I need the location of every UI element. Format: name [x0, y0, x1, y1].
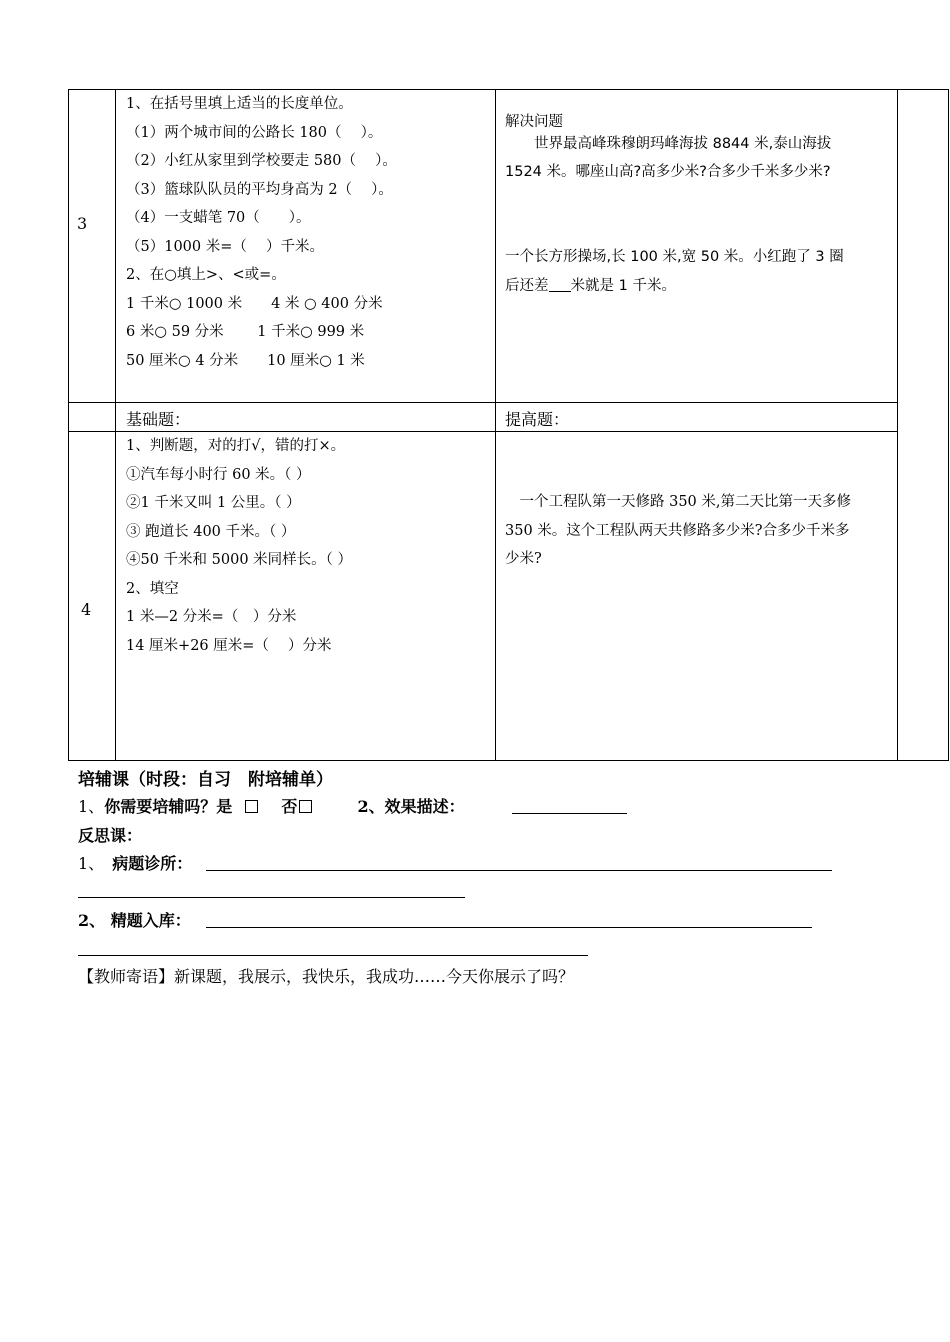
row4-line-6: 2、填空: [126, 580, 179, 597]
tutoring-need-line: [78, 794, 465, 817]
row3-line-6: （5）1000 米=（ ）千米。: [126, 238, 324, 255]
need-question-number: 1、: [78, 797, 105, 816]
row3-line-2: （1）两个城市间的公路长 180（ ）。: [126, 124, 383, 141]
row4-line-4: ③ 跑道长 400 千米。（ ）: [126, 523, 296, 540]
table-col-divider-3: [897, 89, 898, 761]
no-label: 否: [281, 797, 298, 816]
collection-label: 2、 精题入库：: [78, 911, 191, 930]
basic-questions-header: 基础题：: [126, 410, 191, 429]
no-checkbox[interactable]: [299, 800, 312, 813]
row3-line-3: （2）小红从家里到学校要走 580（ ）。: [126, 153, 397, 169]
row3-line-4: （3）篮球队队员的平均身高为 2（ ）。: [126, 181, 393, 198]
row-number-4: 4: [81, 600, 92, 619]
row3-problem2-text-b: 米就是 1 千米。: [570, 278, 676, 294]
effect-label: 2、效果描述：: [357, 797, 465, 816]
table-divider-row3-bottom: [68, 402, 898, 403]
row3-line-9: 6 米○ 59 分米 1 千米○ 999 米: [126, 324, 365, 340]
table-border-left: [68, 89, 69, 761]
row3-line-5: （4）一支蜡笔 70（ ）。: [126, 210, 311, 226]
collection-answer-line-2[interactable]: [78, 955, 588, 956]
table-border-bottom: [68, 760, 949, 761]
teacher-note: 【教师寄语】新课题，我展示，我快乐，我成功……今天你展示了吗？: [78, 967, 575, 986]
answer-blank[interactable]: [549, 277, 571, 292]
row4-line-8: 14 厘米+26 厘米=（ ）分米: [126, 637, 332, 654]
row3-problem2-line1: 一个长方形操场,长 100 米,宽 50 米。小红跑了 3 圈: [505, 249, 844, 265]
row3-line-1: 1、在括号里填上适当的长度单位。: [126, 96, 353, 112]
diagnosis-answer-line-1[interactable]: [206, 870, 832, 871]
reflection-title: 反思课：: [78, 826, 143, 845]
row4-line-3: ②1 千米又叫 1 公里。（ ）: [126, 495, 301, 511]
row3-line-10: 50 厘米○ 4 分米 10 厘米○ 1 米: [126, 352, 365, 369]
row3-problem1-line1: 世界最高峰珠穆朗玛峰海拔 8844 米,泰山海拔: [505, 136, 832, 152]
row4-right-line-1: 一个工程队第一天修路 350 米,第二天比第一天多修: [505, 494, 852, 510]
row3-problem2-line2: [505, 272, 676, 301]
row4-line-7: 1 米—2 分米=（ ）分米: [126, 609, 297, 625]
row-number-3: 3: [77, 214, 88, 233]
row4-line-2: ①汽车每小时行 60 米。（ ）: [126, 466, 311, 483]
row3-right-title: 解决问题: [505, 114, 563, 130]
diagnosis-line: [78, 851, 192, 874]
row3-problem1-line2: 1524 米。哪座山高?高多少米?合多少千米多少米?: [505, 164, 831, 180]
diagnosis-number: 1、: [78, 854, 105, 873]
diagnosis-answer-line-2[interactable]: [78, 897, 465, 898]
row4-line-5: ④50 千米和 5000 米同样长。（ ）: [126, 552, 353, 568]
effect-answer-line[interactable]: [512, 813, 627, 814]
row4-right-line-3: 少米?: [505, 551, 542, 567]
tutoring-title: 培辅课（时段：自习 附培辅单）: [78, 770, 333, 790]
collection-answer-line-1[interactable]: [206, 927, 812, 928]
row4-line-1: 1、判断题，对的打√，错的打×。: [126, 438, 346, 454]
row4-right-line-2: 350 米。这个工程队两天共修路多少米?合多少千米多: [505, 522, 850, 539]
need-question: 你需要培辅吗？是: [104, 797, 233, 816]
advanced-questions-header: 提高题：: [505, 410, 570, 429]
table-border-right: [948, 89, 949, 761]
table-col-divider-1: [115, 89, 116, 761]
yes-checkbox[interactable]: [245, 800, 258, 813]
diagnosis-label: 病题诊所：: [112, 854, 193, 873]
row3-line-8: 1 千米○ 1000 米 4 米 ○ 400 分米: [126, 295, 383, 312]
table-col-divider-2: [495, 89, 496, 761]
row3-line-7: 2、在○填上>、<或=。: [126, 267, 286, 283]
row3-problem2-text-a: 后还差: [505, 278, 549, 294]
